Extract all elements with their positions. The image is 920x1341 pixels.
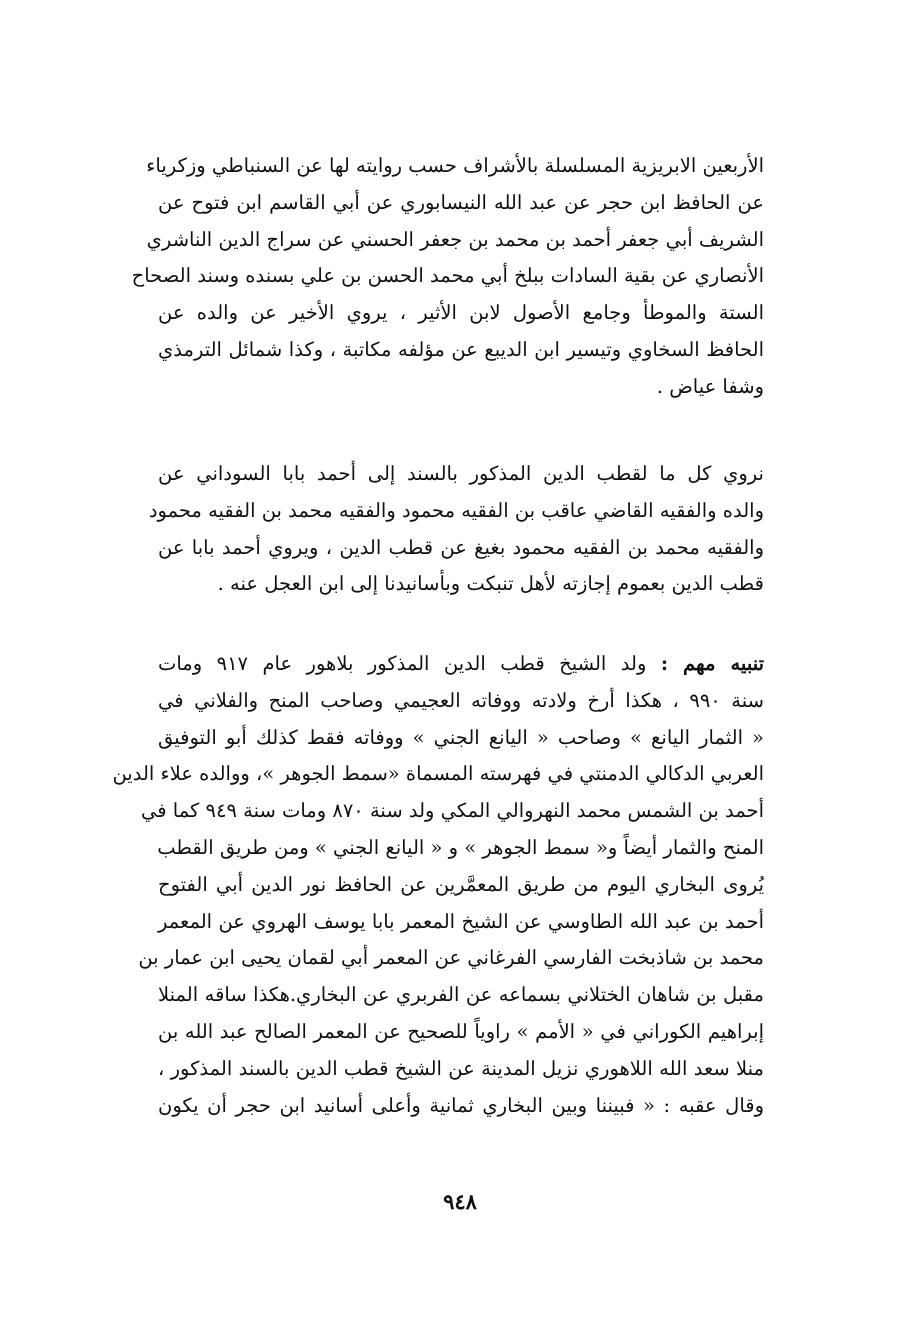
notice-heading: تنبيه مهم :	[660, 652, 765, 675]
text-line: نروي كل ما لقطب الدين المذكور بالسند إلى أحمد بابا السوداني عن	[158, 462, 764, 485]
text-line: أحمد بن الشمس محمد النهروالي المكي ولد سنة ٨٧٠ ومات سنة ٩٤٩ كما في	[141, 799, 764, 823]
paragraph-1	[131, 148, 764, 406]
text-line: الستة والموطأ وجامع الأصول لابن الأثير ، يروي الأخير عن والده عن	[158, 301, 764, 325]
text-line: أحمد بن عبد الله الطاوسي عن الشيخ المعمر بابا يوسف الهروي عن المعمر	[158, 909, 764, 933]
text-line: الحافظ السخاوي وتيسير ابن الديبع عن مؤلفه مكاتبة ، وكذا شمائل الترمذي	[158, 337, 764, 361]
text-line: المنح والثمار أيضاً و« سمط الجوهر » و « اليانع الجني » ومن طريق القطب	[157, 835, 764, 859]
text-line: الأربعين الابريزية المسلسلة بالأشراف حسب روايته لها عن السنباطي وزكرياء	[146, 154, 764, 177]
text-line: منلا سعد الله اللاهوري نزيل المدينة عن الشيخ قطب الدين بالسند المذكور ،	[158, 1056, 764, 1080]
text-line-with-heading	[158, 646, 764, 683]
text-line: وقال عقبه : « فبيننا وبين البخاري ثمانية وأعلى أسانيد ابن حجر أن يكون	[158, 1093, 764, 1117]
text-line: إبراهيم الكوراني في « الأمم » راوياً للصحيح عن المعمر الصالح عبد الله بن	[158, 1019, 764, 1043]
text-line: سنة ٩٩٠ ، هكذا أرخ ولادته ووفاته العجيمي وصاحب المنح والفلاني في	[158, 688, 764, 712]
text-line: عن الحافظ ابن حجر عن عبد الله النيسابوري عن أبي القاسم ابن فتوح عن	[158, 190, 764, 214]
text-line: والفقيه محمد بن الفقيه محمود بغيغ عن قطب الدين ، ويروي أحمد بابا عن	[158, 535, 764, 559]
text-line: الشريف أبي جعفر أحمد بن محمد بن جعفر الحسني عن سراج الدين الناشري	[146, 227, 764, 251]
text-line: العربي الدكالي الدمنتي في فهرسته المسماة «سمط الجوهر »، ووالده علاء الدين	[112, 762, 764, 786]
text-line: مقبل بن شاهان الختلاني بسماعه عن الفربري عن البخاري.هكذا ساقه المنلا	[158, 983, 764, 1007]
text-line: « الثمار اليانع » وصاحب « اليانع الجني » ووفاته فقط كذلك أبو التوفيق	[158, 725, 764, 749]
text-line: محمد بن شاذبخت الفارسي الفرغاني عن المعمر أبي لقمان يحيى ابن عمار بن	[138, 946, 764, 970]
text-line: ولد الشيخ قطب الدين المذكور بلاهور عام ٩١٧ ومات	[158, 652, 647, 675]
text-line: يُروى البخاري اليوم من طريق المعمَّرين عن الحافظ نور الدين أبي الفتوح	[158, 872, 764, 896]
text-line: والده والفقيه القاضي عاقب بن الفقيه محمود والفقيه محمد بن الفقيه محمود	[148, 498, 764, 522]
text-line: الأنصاري عن بقية السادات ببلخ أبي محمد الحسن بن علي بسنده وسند الصحاح	[131, 264, 764, 288]
paragraph-3	[112, 646, 765, 1124]
text-line: وشفا عياض .	[656, 374, 764, 398]
paragraph-2	[148, 456, 764, 603]
page-number: ٩٤٨	[443, 1189, 477, 1214]
text-line: قطب الدين بعموم إجازته لأهل تنبكت وبأسانيدنا إلى ابن العجل عنه .	[217, 572, 764, 596]
